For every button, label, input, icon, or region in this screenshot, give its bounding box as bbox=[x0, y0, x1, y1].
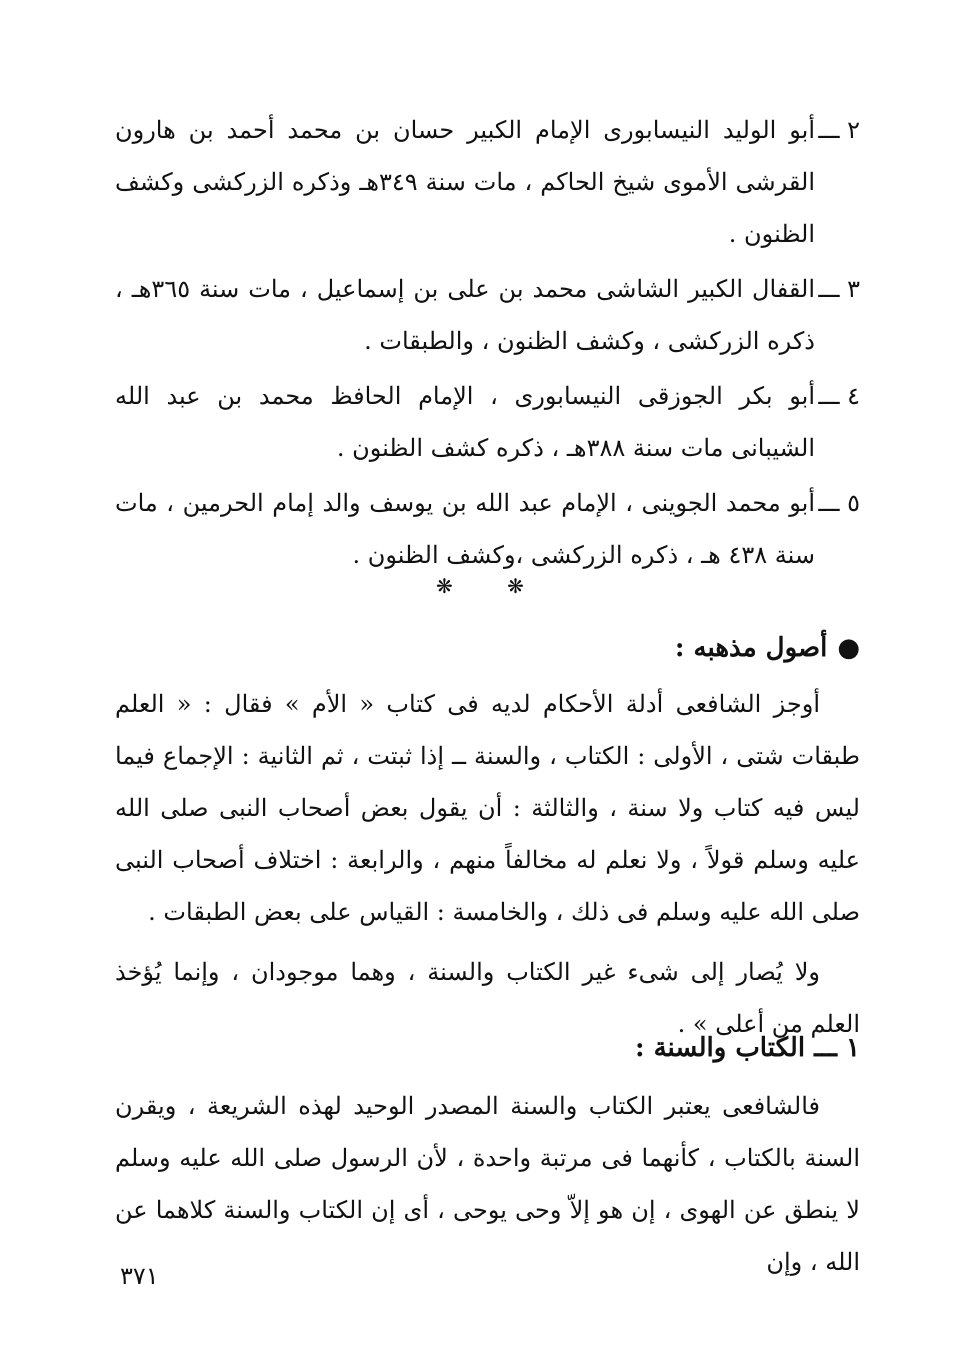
footnote-text: القفال الكبير الشاشى محمد بن على بن إسماعيل ، مات سنة ٣٦٥هـ ، ذكره الزركشى ، وكشف الظنون ، والطبقات . bbox=[115, 275, 816, 355]
footnotes-list bbox=[115, 104, 860, 584]
bullet-icon: ● bbox=[837, 633, 860, 663]
footnote-item bbox=[115, 477, 860, 581]
footnote-item bbox=[115, 263, 860, 367]
body-paragraph: أوجز الشافعى أدلة الأحكام لديه فى كتاب « الأم » فقال : « العلم طبقات شتى ، الأولى : الكتاب ، والسنة ــ إذا ثبتت ، ثم الثانية : الإجماع فيما ليس فيه كتاب ولا سنة ، والثالثة : أن يقول بعض أصحاب النبى صلى الله عليه وسلم قولاً ، ولا نعلم له مخالفاً منهم ، والرابعة : اختلاف أصحاب النبى صلى الله عليه وسلم فى ذلك ، والخامسة : القياس على بعض الطبقات . bbox=[115, 690, 860, 926]
footnote-number: ٥ ـــ bbox=[818, 489, 860, 517]
subsection-heading: ١ ـــ الكتاب والسنة : bbox=[634, 1033, 860, 1063]
section-separator bbox=[0, 574, 960, 598]
body-paragraph: ولا يُصار إلى شىء غير الكتاب والسنة ، وهما موجودان ، وإنما يُؤخذ العلم من أعلى » . bbox=[115, 958, 860, 1038]
footnote-number: ٤ ـــ bbox=[818, 382, 860, 410]
section-body bbox=[115, 678, 860, 1058]
section-heading bbox=[675, 622, 860, 674]
separator-star-icon: ❋ bbox=[507, 574, 524, 598]
footnote-item bbox=[115, 370, 860, 474]
footnote-item bbox=[115, 104, 860, 260]
section-heading-text: أصول مذهبه : bbox=[674, 633, 828, 663]
subsection-body bbox=[115, 1080, 860, 1296]
page-number: ٣٧١ bbox=[120, 1262, 159, 1290]
footnote-text: أبو بكر الجوزقى النيسابورى ، الإمام الحافظ محمد بن عبد الله الشيبانى مات سنة ٣٨٨هـ ، ذكره كشف الظنون . bbox=[115, 382, 815, 462]
body-paragraph: فالشافعى يعتبر الكتاب والسنة المصدر الوحيد لهذه الشريعة ، ويقرن السنة بالكتاب ، كأنهما فى مرتبة واحدة ، لأن الرسول صلى الله عليه وسلم لا ينطق عن الهوى ، إن هو إلاّ وحى يوحى ، أى إن الكتاب والسنة كلاهما عن الله ، وإن bbox=[115, 1092, 860, 1276]
footnote-number: ٣ ـــ bbox=[818, 275, 860, 303]
footnote-text: أبو محمد الجوينى ، الإمام عبد الله بن يوسف والد إمام الحرمين ، مات سنة ٤٣٨ هـ ، ذكره الزركشى ،وكشف الظنون . bbox=[115, 489, 815, 569]
footnote-number: ٢ ـــ bbox=[818, 116, 860, 144]
separator-star-icon: ❋ bbox=[436, 574, 453, 598]
footnote-text: أبو الوليد النيسابورى الإمام الكبير حسان بن محمد أحمد بن هارون القرشى الأموى شيخ الحاكم ، مات سنة ٣٤٩هـ وذكره الزركشى وكشف الظنون . bbox=[115, 116, 815, 248]
